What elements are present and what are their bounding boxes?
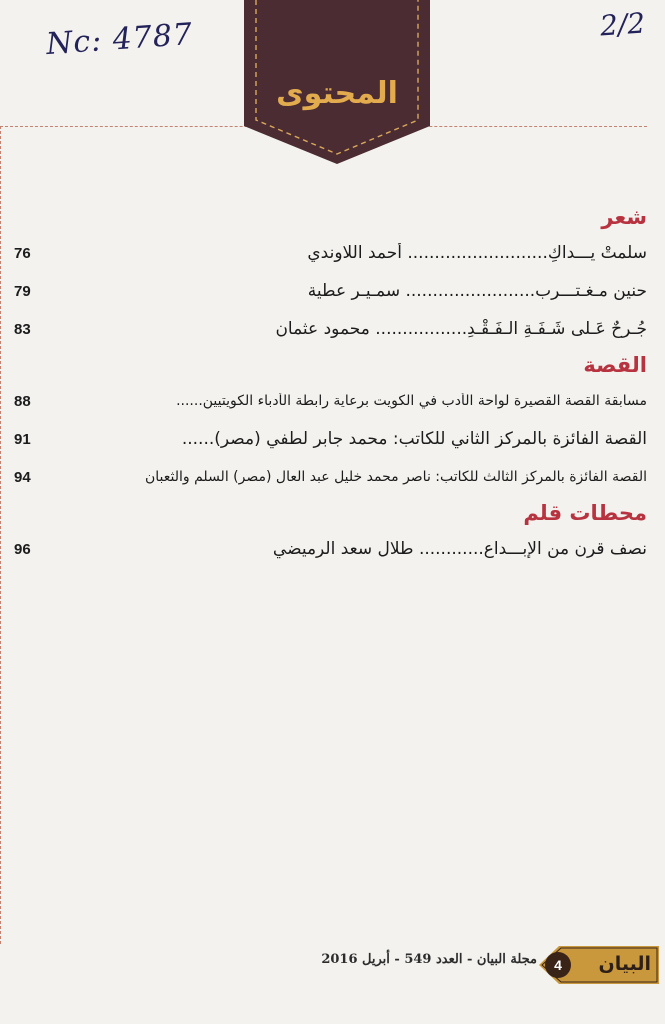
toc-entry[interactable] bbox=[10, 382, 647, 420]
page-number: 4 bbox=[554, 957, 562, 973]
entry-page-number: 83 bbox=[14, 320, 31, 338]
section-poetry bbox=[10, 200, 647, 348]
section-title: القصة bbox=[583, 353, 647, 377]
dashed-frame-left bbox=[0, 126, 1, 944]
section-pen-stations bbox=[10, 496, 647, 568]
page-footer bbox=[0, 940, 665, 996]
entry-text: القصة الفائزة بالمركز الثالث للكاتب: ناصر محمد خليل عبد العال (مصر) السلم والثعبان bbox=[145, 469, 647, 485]
entry-page-number: 79 bbox=[14, 282, 31, 300]
toc-entry[interactable] bbox=[10, 420, 647, 458]
handwritten-page-mark: 2/2 bbox=[598, 6, 647, 43]
section-title: شعر bbox=[601, 205, 647, 229]
toc-entry[interactable] bbox=[10, 310, 647, 348]
table-of-contents bbox=[10, 200, 647, 568]
entry-text: القصة الفائزة بالمركز الثاني للكاتب: محمد جابر لطفي (مصر)...... bbox=[181, 429, 647, 449]
handwritten-catalog-number: Nc: 4787 bbox=[44, 16, 195, 63]
page-title: المحتوى bbox=[276, 76, 398, 111]
toc-entry[interactable] bbox=[10, 530, 647, 568]
entry-text: مسابقة القصة القصيرة لواحة الأدب في الكويت برعاية رابطة الأدباء الكويتيين...... bbox=[176, 393, 647, 409]
entry-page-number: 88 bbox=[14, 392, 31, 410]
entry-page-number: 96 bbox=[14, 540, 31, 558]
footer-issue-info: مجلة البيان - العدد 549 - أبريل 2016 bbox=[321, 952, 537, 967]
magazine-logo-tab bbox=[539, 946, 659, 984]
entry-text: جُـرحٌ عَـلى شَـفَـةِ الـفَـقْـدِ................. محمود عثمان bbox=[275, 319, 647, 339]
entry-page-number: 76 bbox=[14, 244, 31, 262]
section-story bbox=[10, 348, 647, 496]
entry-text: حنين مـغـتـــرب........................ سمـيـر عطية bbox=[307, 281, 647, 301]
entry-page-number: 91 bbox=[14, 430, 31, 448]
brand-logo-text: البيان bbox=[598, 953, 651, 975]
toc-entry[interactable] bbox=[10, 272, 647, 310]
contents-header-tab bbox=[244, 0, 430, 166]
entry-text: نصف قرن من الإبـــداع............ طلال سعد الرميضي bbox=[272, 539, 647, 559]
toc-entry[interactable] bbox=[10, 234, 647, 272]
entry-text: سلمتْ يـــداكِ.......................... أحمد اللاوندي bbox=[307, 243, 647, 263]
entry-page-number: 94 bbox=[14, 468, 31, 486]
section-title: محطات قلم bbox=[523, 501, 647, 525]
toc-entry[interactable] bbox=[10, 458, 647, 496]
